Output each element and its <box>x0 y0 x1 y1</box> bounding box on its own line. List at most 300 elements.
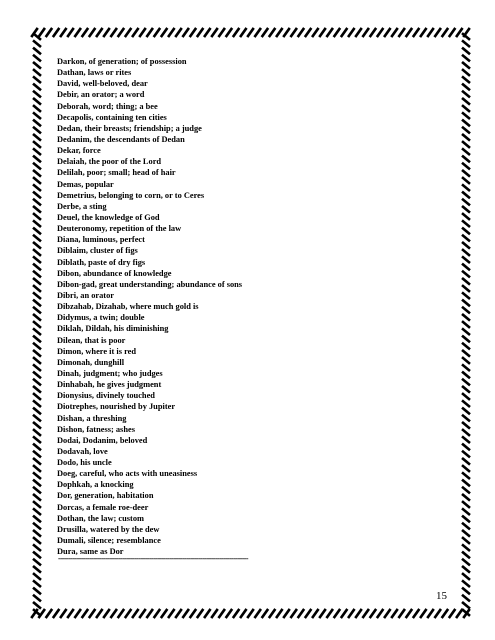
border-mark <box>82 610 87 617</box>
border-mark <box>104 29 109 36</box>
border-mark <box>34 574 40 579</box>
border-mark <box>34 142 40 147</box>
border-mark <box>298 29 303 36</box>
border-mark <box>111 610 116 617</box>
border-mark <box>34 444 40 449</box>
border-mark <box>463 84 469 89</box>
border-mark <box>34 502 40 507</box>
border-mark <box>34 372 40 377</box>
border-mark <box>463 142 469 147</box>
border-mark <box>34 308 40 313</box>
border-mark <box>463 466 469 471</box>
border-mark <box>133 610 138 617</box>
glossary-entry: Doeg, careful, who acts with uneasiness <box>57 469 198 479</box>
border-mark <box>313 610 318 617</box>
border-mark <box>34 552 40 557</box>
border-mark <box>385 29 390 36</box>
glossary-entry: Delaiah, the poor of the Lord <box>57 157 162 167</box>
border-mark <box>34 358 40 363</box>
border-mark <box>205 29 210 36</box>
border-mark <box>414 29 419 36</box>
border-mark <box>463 257 469 262</box>
border-mark <box>126 29 131 36</box>
border-mark <box>34 178 40 183</box>
border-mark <box>34 351 40 356</box>
border-mark <box>378 610 383 617</box>
border-mark <box>320 610 325 617</box>
border-mark <box>463 77 469 82</box>
border-mark <box>34 63 40 68</box>
border-mark <box>342 29 347 36</box>
border-mark <box>435 29 440 36</box>
border-mark <box>176 610 181 617</box>
border-mark <box>34 200 40 205</box>
border-mark <box>334 610 339 617</box>
border-mark <box>370 610 375 617</box>
border-mark <box>463 286 469 291</box>
border-mark <box>463 560 469 565</box>
border-mark <box>463 120 469 125</box>
border-mark <box>463 473 469 478</box>
border-mark <box>34 70 40 75</box>
border-mark <box>34 488 40 493</box>
glossary-entry: Diana, luminous, perfect <box>57 235 145 245</box>
glossary-entry: Dibzahab, Dizahab, where much gold is <box>57 302 199 312</box>
border-mark <box>298 610 303 617</box>
border-mark <box>34 603 40 608</box>
glossary-entry: Derbe, a sting <box>57 201 107 211</box>
border-mark <box>154 29 159 36</box>
border-mark <box>463 480 469 485</box>
border-mark <box>378 29 383 36</box>
border-mark <box>450 610 455 617</box>
border-mark <box>34 408 40 413</box>
border-mark <box>463 164 469 169</box>
border-mark <box>34 315 40 320</box>
border-mark <box>133 29 138 36</box>
border-mark <box>463 588 469 593</box>
border-mark <box>284 29 289 36</box>
border-mark <box>442 29 447 36</box>
border-mark <box>327 610 332 617</box>
border-mark <box>284 610 289 617</box>
glossary-entry: Dathan, laws or rites <box>57 68 132 78</box>
border-mark <box>457 29 462 36</box>
border-mark <box>270 29 275 36</box>
border-mark <box>463 149 469 154</box>
border-mark <box>255 29 260 36</box>
border-mark <box>34 531 40 536</box>
border-mark <box>34 128 40 133</box>
border-mark <box>34 99 40 104</box>
border-mark <box>61 610 66 617</box>
border-mark <box>463 516 469 521</box>
border-mark <box>463 596 469 601</box>
border-mark <box>463 63 469 68</box>
border-mark <box>385 610 390 617</box>
border-mark <box>421 29 426 36</box>
border-mark <box>463 329 469 334</box>
border-mark <box>118 29 123 36</box>
border-mark <box>463 401 469 406</box>
border-mark <box>34 329 40 334</box>
border-mark <box>234 29 239 36</box>
border-mark <box>463 394 469 399</box>
border-mark <box>34 92 40 97</box>
border-mark <box>176 29 181 36</box>
border-mark <box>463 351 469 356</box>
border-mark <box>226 29 231 36</box>
border-mark <box>463 228 469 233</box>
border-mark <box>463 48 469 53</box>
border-mark <box>34 380 40 385</box>
glossary-entry: Deborah, word; thing; a bee <box>57 101 158 111</box>
border-mark <box>406 610 411 617</box>
border-mark <box>34 106 40 111</box>
border-mark <box>463 502 469 507</box>
border-mark <box>463 315 469 320</box>
border-mark <box>34 228 40 233</box>
glossary-entry: Dorcas, a female roe-deer <box>57 502 149 512</box>
border-mark <box>34 560 40 565</box>
border-mark <box>463 387 469 392</box>
border-mark <box>34 171 40 176</box>
border-mark <box>463 243 469 248</box>
glossary-entry: Dumali, silence; resemblance <box>57 536 161 546</box>
border-mark <box>39 29 44 36</box>
border-mark <box>255 610 260 617</box>
border-mark <box>463 344 469 349</box>
border-mark <box>147 29 152 36</box>
border-mark <box>34 567 40 572</box>
border-mark <box>463 336 469 341</box>
border-mark <box>463 106 469 111</box>
border-mark <box>54 29 59 36</box>
border-mark <box>428 29 433 36</box>
glossary-entry: Demas, popular <box>57 179 114 189</box>
glossary-entry: Dimon, where it is red <box>57 346 137 356</box>
border-mark <box>463 308 469 313</box>
border-mark <box>183 29 188 36</box>
glossary-entry: Dor, generation, habitation <box>57 491 154 501</box>
border-mark <box>463 322 469 327</box>
border-mark <box>277 29 282 36</box>
border-mark <box>183 610 188 617</box>
border-mark <box>463 524 469 529</box>
glossary-entry: Dedan, their breasts; friendship; a judge <box>57 123 202 133</box>
glossary-list <box>57 56 242 557</box>
border-mark <box>463 185 469 190</box>
glossary-entry: Dishon, fatness; ashes <box>57 424 135 434</box>
border-mark <box>463 437 469 442</box>
border-mark <box>140 29 145 36</box>
glossary-entry: Debir, an orator; a word <box>57 90 145 100</box>
glossary-entry: Drusilla, watered by the dew <box>57 524 160 534</box>
border-mark <box>162 610 167 617</box>
border-mark <box>363 29 368 36</box>
border-mark <box>450 29 455 36</box>
glossary-entry: Diblaim, cluster of figs <box>57 246 138 256</box>
border-mark <box>463 92 469 97</box>
border-mark <box>90 29 95 36</box>
glossary-entry: Dinah, judgment; who judges <box>57 368 163 378</box>
glossary-entry: Deuteronomy, repetition of the law <box>57 224 182 234</box>
border-mark <box>463 70 469 75</box>
glossary-entry: Diklah, Dildah, his diminishing <box>57 324 169 334</box>
border-mark <box>34 185 40 190</box>
border-mark <box>34 401 40 406</box>
border-mark <box>34 236 40 241</box>
border-mark <box>169 610 174 617</box>
border-mark <box>392 29 397 36</box>
glossary-entry: Dinhabah, he gives judgment <box>57 380 162 390</box>
glossary-entry: Dimonah, dunghill <box>57 357 125 367</box>
border-mark <box>463 264 469 269</box>
border-mark <box>75 610 80 617</box>
border-mark <box>406 29 411 36</box>
border-mark <box>34 192 40 197</box>
border-mark <box>463 488 469 493</box>
border-mark <box>34 41 40 46</box>
glossary-entry: Deuel, the knowledge of God <box>57 212 160 222</box>
glossary-entry: Delilah, poor; small; head of hair <box>57 168 176 178</box>
border-mark <box>463 372 469 377</box>
border-mark <box>463 207 469 212</box>
border-mark <box>463 171 469 176</box>
border-mark <box>140 610 145 617</box>
border-mark <box>34 423 40 428</box>
border-mark <box>34 113 40 118</box>
border-mark <box>463 452 469 457</box>
border-mark <box>349 610 354 617</box>
border-mark <box>34 452 40 457</box>
border-mark <box>34 135 40 140</box>
border-mark <box>46 610 51 617</box>
border-mark <box>34 344 40 349</box>
border-mark <box>34 336 40 341</box>
border-mark <box>34 416 40 421</box>
border-mark <box>463 113 469 118</box>
glossary-entry: Didymus, a twin; double <box>57 313 145 323</box>
border-mark <box>97 29 102 36</box>
border-mark <box>463 272 469 277</box>
border-mark <box>306 29 311 36</box>
border-mark <box>463 509 469 514</box>
glossary-entry: Dodavah, love <box>57 446 108 456</box>
border-mark <box>212 29 217 36</box>
border-mark <box>34 538 40 543</box>
horizontal-rule: -------------------------------------------------------------------------------------------- <box>58 554 248 563</box>
border-mark <box>463 552 469 557</box>
border-mark <box>262 610 267 617</box>
border-mark <box>34 77 40 82</box>
border-mark <box>463 444 469 449</box>
border-mark <box>320 29 325 36</box>
border-mark <box>34 480 40 485</box>
border-mark <box>34 459 40 464</box>
border-mark <box>34 272 40 277</box>
border-mark <box>34 48 40 53</box>
border-mark <box>349 29 354 36</box>
border-mark <box>34 300 40 305</box>
border-mark <box>463 603 469 608</box>
glossary-entry: Diblath, paste of dry figs <box>57 257 146 267</box>
border-mark <box>463 574 469 579</box>
border-mark <box>463 279 469 284</box>
border-mark <box>399 610 404 617</box>
border-mark <box>34 466 40 471</box>
border-mark <box>34 207 40 212</box>
border-mark <box>463 430 469 435</box>
border-mark <box>306 610 311 617</box>
glossary-entry: Dibon, abundance of knowledge <box>57 268 172 278</box>
border-mark <box>262 29 267 36</box>
border-mark <box>291 29 296 36</box>
border-mark <box>463 135 469 140</box>
border-mark <box>370 29 375 36</box>
border-mark <box>277 610 282 617</box>
glossary-entry: Dura, same as Dor <box>57 547 124 557</box>
border-mark <box>34 394 40 399</box>
border-mark <box>463 236 469 241</box>
glossary-entry: Dionysius, divinely touched <box>57 391 155 401</box>
border-mark <box>68 610 73 617</box>
border-mark <box>46 29 51 36</box>
border-mark <box>226 610 231 617</box>
glossary-entry: Dothan, the law; custom <box>57 513 145 523</box>
border-mark <box>104 610 109 617</box>
border-mark <box>234 610 239 617</box>
border-mark <box>162 29 167 36</box>
border-mark <box>61 29 66 36</box>
border-mark <box>248 29 253 36</box>
border-mark <box>463 408 469 413</box>
border-mark <box>190 610 195 617</box>
border-mark <box>463 178 469 183</box>
border-mark <box>34 516 40 521</box>
border-mark <box>334 29 339 36</box>
border-mark <box>90 610 95 617</box>
glossary-entry: Dishan, a threshing <box>57 413 127 423</box>
border-mark <box>34 596 40 601</box>
border-mark <box>363 610 368 617</box>
border-mark <box>435 610 440 617</box>
border-mark <box>392 610 397 617</box>
border-mark <box>75 29 80 36</box>
border-mark <box>463 128 469 133</box>
border-mark <box>241 29 246 36</box>
border-mark <box>34 581 40 586</box>
border-mark <box>463 293 469 298</box>
border-mark <box>154 610 159 617</box>
border-mark <box>147 610 152 617</box>
border-mark <box>414 610 419 617</box>
border-mark <box>463 581 469 586</box>
border-mark <box>190 29 195 36</box>
border-mark <box>54 610 59 617</box>
border-mark <box>34 156 40 161</box>
border-mark <box>34 293 40 298</box>
border-mark <box>428 610 433 617</box>
border-mark <box>463 156 469 161</box>
glossary-entry: Diotrephes, nourished by Jupiter <box>57 402 176 412</box>
border-mark <box>399 29 404 36</box>
border-mark <box>463 192 469 197</box>
border-mark <box>34 264 40 269</box>
border-mark <box>457 610 462 617</box>
glossary-entry: Dodo, his uncle <box>57 458 112 468</box>
border-mark <box>34 524 40 529</box>
border-mark <box>34 495 40 500</box>
border-mark <box>421 610 426 617</box>
border-mark <box>463 423 469 428</box>
border-mark <box>68 29 73 36</box>
border-mark <box>34 473 40 478</box>
glossary-entry: Demetrius, belonging to corn, or to Ceres <box>57 190 205 200</box>
border-mark <box>463 99 469 104</box>
border-mark <box>34 257 40 262</box>
border-mark <box>34 430 40 435</box>
glossary-entry: Dilean, that is poor <box>57 335 126 345</box>
border-mark <box>342 610 347 617</box>
border-mark <box>313 29 318 36</box>
border-mark <box>248 610 253 617</box>
border-mark <box>219 29 224 36</box>
border-mark <box>463 459 469 464</box>
border-mark <box>34 250 40 255</box>
border-mark <box>463 531 469 536</box>
border-mark <box>463 56 469 61</box>
border-mark <box>34 545 40 550</box>
border-mark <box>34 56 40 61</box>
border-mark <box>34 322 40 327</box>
border-mark <box>34 279 40 284</box>
border-mark <box>34 149 40 154</box>
border-mark <box>463 495 469 500</box>
border-mark <box>463 358 469 363</box>
border-mark <box>463 250 469 255</box>
border-mark <box>34 588 40 593</box>
border-mark <box>463 365 469 370</box>
border-mark <box>34 387 40 392</box>
border-mark <box>327 29 332 36</box>
border-mark <box>463 200 469 205</box>
border-mark <box>82 29 87 36</box>
border-mark <box>356 610 361 617</box>
glossary-entry: Dedanim, the descendants of Dedan <box>57 134 185 144</box>
border-mark <box>219 610 224 617</box>
border-mark <box>34 84 40 89</box>
border-mark <box>34 214 40 219</box>
border-mark <box>198 610 203 617</box>
glossary-entry: David, well-beloved, dear <box>57 79 148 89</box>
border-mark <box>463 300 469 305</box>
border-mark <box>205 610 210 617</box>
glossary-entry: Dibri, an orator <box>57 290 114 300</box>
page-number: 15 <box>436 590 447 602</box>
glossary-entry: Dekar, force <box>57 146 101 156</box>
border-mark <box>463 214 469 219</box>
border-mark <box>463 567 469 572</box>
border-mark <box>126 610 131 617</box>
glossary-entry: Darkon, of generation; of possession <box>57 57 187 66</box>
glossary-entry: Dibon-gad, great understanding; abundance of sons <box>57 279 243 289</box>
border-mark <box>463 380 469 385</box>
border-mark <box>34 437 40 442</box>
border-mark <box>34 164 40 169</box>
border-mark <box>34 243 40 248</box>
border-mark <box>463 221 469 226</box>
